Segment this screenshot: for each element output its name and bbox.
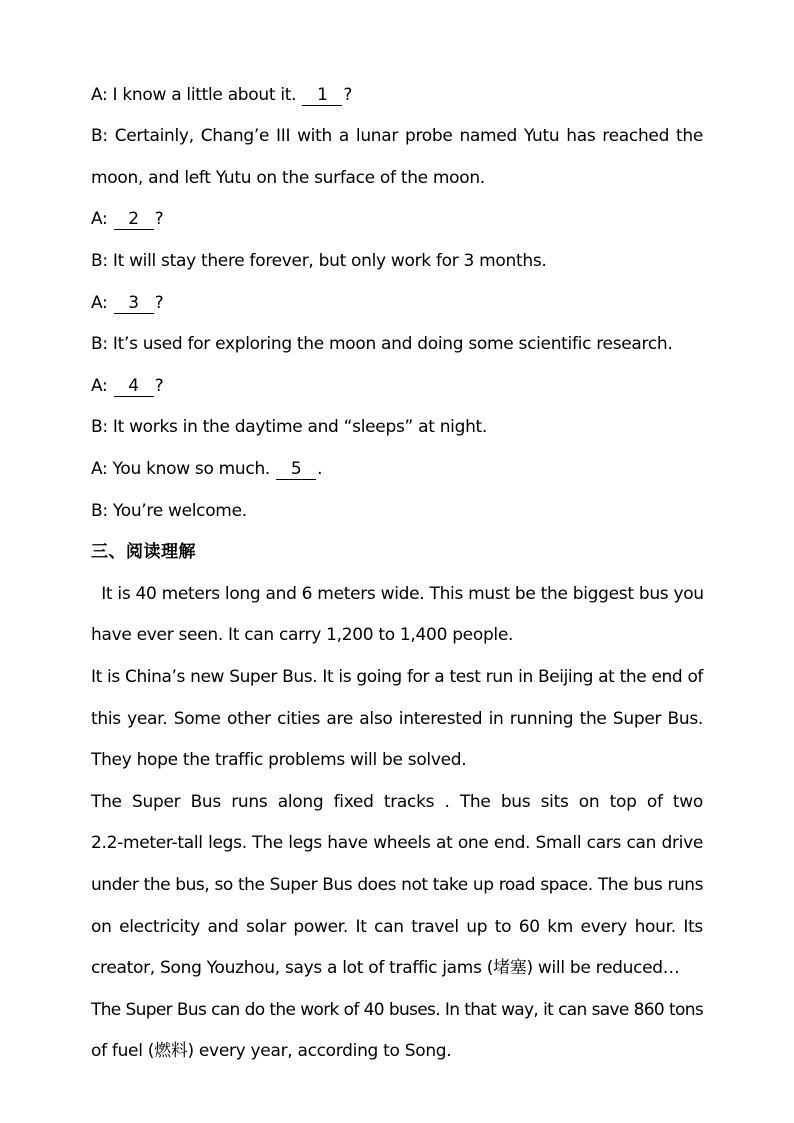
passage-line-2: have ever seen. It can carry 1,200 to 1,400 people. <box>91 625 514 645</box>
passage-line-4: this year. Some other cities are also interested in running the Super Bus. <box>91 709 703 729</box>
passage-line-3: It is China’s new Super Bus. It is going for a test run in Beijing at the end of <box>91 667 703 687</box>
dialogue-text: A: <box>91 376 113 396</box>
answer-blank-2: 2 <box>114 209 154 230</box>
answer-blank-4: 4 <box>114 376 154 397</box>
dialogue-text: . <box>317 459 323 479</box>
passage-line-9: on electricity and solar power. It can travel up to 60 km every hour. Its <box>91 917 703 937</box>
dialogue-text: A: You know so much. <box>91 459 276 479</box>
dialogue-line-11: B: You’re welcome. <box>91 501 247 521</box>
dialogue-line-1 <box>91 84 703 106</box>
dialogue-text: A: <box>91 209 113 229</box>
passage-line-1: It is 40 meters long and 6 meters wide. This must be the biggest bus you <box>91 584 704 604</box>
passage-line-12: of fuel (燃料) every year, according to Song. <box>91 1041 452 1061</box>
dialogue-text: ? <box>154 293 164 313</box>
dialogue-line-7: B: It’s used for exploring the moon and doing some scientific research. <box>91 334 673 354</box>
answer-blank-5: 5 <box>276 459 316 480</box>
dialogue-line-8 <box>91 375 703 397</box>
dialogue-text: ? <box>154 209 164 229</box>
dialogue-text: A: <box>91 293 113 313</box>
dialogue-text: ? <box>154 376 164 396</box>
dialogue-line-10 <box>91 458 703 480</box>
dialogue-line-4 <box>91 208 703 230</box>
dialogue-line-9: B: It works in the daytime and “sleeps” at night. <box>91 417 488 437</box>
passage-line-7: 2.2-meter-tall legs. The legs have wheels at one end. Small cars can drive <box>91 833 703 853</box>
passage-line-11: The Super Bus can do the work of 40 buses. In that way, it can save 860 tons <box>91 1000 703 1020</box>
dialogue-text: ? <box>343 85 353 105</box>
dialogue-line-6 <box>91 292 703 314</box>
dialogue-text: A: I know a little about it. <box>91 85 302 105</box>
answer-blank-1: 1 <box>302 85 342 106</box>
dialogue-line-2: B: Certainly, Chang’e III with a lunar probe named Yutu has reached the <box>91 126 703 146</box>
answer-blank-3: 3 <box>114 293 154 314</box>
passage-line-5: They hope the traffic problems will be solved. <box>91 750 467 770</box>
passage-line-6: The Super Bus runs along fixed tracks . The bus sits on top of two <box>91 792 703 812</box>
section-heading: 三、阅读理解 <box>91 542 196 562</box>
passage-line-10: creator, Song Youzhou, says a lot of traffic jams (堵塞) will be reduced… <box>91 958 680 978</box>
passage-line-8: under the bus, so the Super Bus does not take up road space. The bus runs <box>91 875 703 895</box>
dialogue-line-5: B: It will stay there forever, but only work for 3 months. <box>91 251 547 271</box>
dialogue-line-3: moon, and left Yutu on the surface of the moon. <box>91 168 485 188</box>
